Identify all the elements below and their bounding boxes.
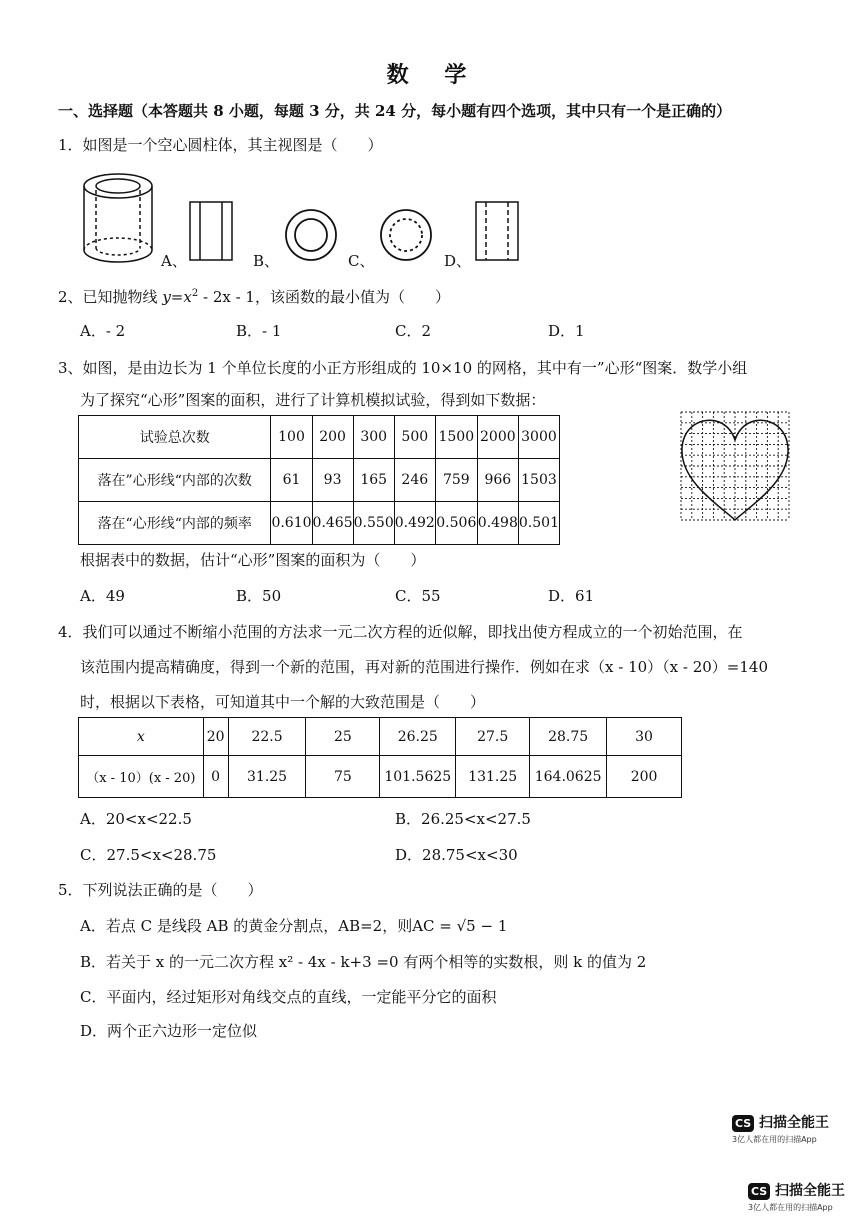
- q3-after-text: 根据表中的数据，估计“心形”图案的面积为（ ）: [80, 551, 426, 569]
- table-cell: 75: [306, 756, 380, 798]
- table-row: [79, 416, 560, 459]
- q1-stem: 1．如图是一个空心圆柱体，其主视图是（ ）: [58, 136, 383, 154]
- q2-stem-pre: 2、已知抛物线: [58, 288, 163, 306]
- section-heading: 一、选择题（本答题共 8 小题，每题 3 分，共 24 分，每小题有四个选项，其中只有一个是正确的）: [58, 102, 732, 120]
- table-cell: 27.5: [456, 718, 530, 756]
- table-cell: 966: [477, 459, 518, 502]
- table-cell: 30: [607, 718, 682, 756]
- q2-option-c: C．2: [395, 322, 432, 340]
- watermark-tagline: 3亿人都在用的扫描App: [748, 1203, 833, 1212]
- table-cell: 25: [306, 718, 380, 756]
- table-cell: 0: [203, 756, 228, 798]
- table-cell: 3000: [518, 416, 559, 459]
- table-cell: 0.492: [394, 502, 435, 545]
- table-cell: 131.25: [456, 756, 530, 798]
- table-cell: 100: [271, 416, 312, 459]
- q1-option-b-figure: [283, 207, 339, 263]
- table-cell: 31.25: [228, 756, 306, 798]
- table-cell: 0.506: [435, 502, 477, 545]
- q3-line1: 3、如图，是由边长为 1 个单位长度的小正方形组成的 10×10 的网格，其中有一”心形“图案．数学小组: [58, 359, 748, 377]
- q4-option-b: B．26.25<x<27.5: [395, 810, 531, 828]
- table-cell: 93: [312, 459, 353, 502]
- q5-option-b: B．若关于 x 的一元二次方程 x² - 4x - k+3 =0 有两个相等的实数根，则 k 的值为 2: [80, 953, 647, 971]
- q1-option-c-label: C、: [348, 252, 375, 270]
- table-cell: 0.498: [477, 502, 518, 545]
- q5-option-d: D．两个正六边形一定位似: [80, 1022, 258, 1040]
- q4-option-c: C．27.5<x<28.75: [80, 846, 217, 864]
- table-cell: x: [79, 718, 204, 756]
- q3-data-table: [78, 415, 560, 545]
- q3-option-a: A．49: [80, 587, 125, 605]
- q1-option-a-figure: [188, 200, 234, 262]
- heart-grid-figure: [677, 408, 793, 526]
- table-cell: 20: [203, 718, 228, 756]
- table-cell: 落在“心形线“内部的频率: [79, 502, 271, 545]
- q1-option-b-label: B、: [253, 252, 280, 270]
- table-cell: 200: [312, 416, 353, 459]
- table-cell: 500: [394, 416, 435, 459]
- scanner-watermark-2: [748, 1180, 845, 1213]
- q2-stem: [58, 286, 450, 307]
- q2-option-d: D．1: [548, 322, 585, 340]
- q3-option-d: D．61: [548, 587, 595, 605]
- table-cell: 试验总次数: [79, 416, 271, 459]
- q5-option-a: A．若点 C 是线段 AB 的黄金分割点，AB=2，则AC = √5 − 1: [80, 917, 508, 935]
- q5-stem: 5．下列说法正确的是（ ）: [58, 881, 263, 899]
- q2-func-eq: =: [170, 288, 184, 306]
- watermark-brand: 扫描全能王: [758, 1115, 829, 1131]
- table-cell: 61: [271, 459, 312, 502]
- q4-line3: 时，根据以下表格，可知道其中一个解的大致范围是（ ）: [80, 693, 486, 711]
- q4-line2: 该范围内提高精确度，得到一个新的范围，再对新的范围进行操作．例如在求（x - 10）（x - 20）=140: [80, 658, 769, 676]
- table-cell: 0.501: [518, 502, 559, 545]
- watermark-brand: 扫描全能王: [774, 1183, 845, 1199]
- q4-option-a: A．20<x<22.5: [80, 810, 192, 828]
- q4-line1: 4．我们可以通过不断缩小范围的方法求一元二次方程的近似解，即找出使方程成立的一个初始范围，在: [58, 623, 743, 641]
- table-cell: 759: [435, 459, 477, 502]
- table-row: [79, 756, 682, 798]
- table-cell: 1503: [518, 459, 559, 502]
- q2-option-a: A．- 2: [80, 322, 126, 340]
- table-row: [79, 459, 560, 502]
- table-cell: 22.5: [228, 718, 306, 756]
- q1-option-d-figure: [474, 200, 520, 262]
- q3-option-c: C．55: [395, 587, 441, 605]
- table-row: [79, 502, 560, 545]
- table-cell: （x - 10）(x - 20): [79, 756, 204, 798]
- q2-func-y: y: [162, 288, 171, 306]
- table-cell: 1500: [435, 416, 477, 459]
- table-cell: 165: [353, 459, 394, 502]
- cs-logo-icon: CS: [732, 1115, 754, 1132]
- table-cell: 26.25: [380, 718, 456, 756]
- table-cell: 101.5625: [380, 756, 456, 798]
- table-cell: 落在”心形线“内部的次数: [79, 459, 271, 502]
- q4-option-d: D．28.75<x<30: [395, 846, 518, 864]
- q1-option-c-figure: [378, 207, 434, 263]
- table-cell: 164.0625: [530, 756, 607, 798]
- hollow-cylinder-figure: [75, 168, 170, 268]
- q2-func-x: x: [183, 288, 192, 306]
- table-cell: 246: [394, 459, 435, 502]
- table-cell: 0.465: [312, 502, 353, 545]
- table-cell: 28.75: [530, 718, 607, 756]
- watermark-tagline: 3亿人都在用的扫描App: [732, 1135, 817, 1144]
- q2-func-sup: 2: [191, 288, 199, 299]
- q4-data-table: [78, 717, 682, 798]
- table-cell: 0.610: [271, 502, 312, 545]
- scanner-watermark-1: [732, 1112, 829, 1145]
- q3-line2: 为了探究“心形”图案的面积，进行了计算机模拟试验，得到如下数据：: [80, 391, 546, 409]
- table-cell: 200: [607, 756, 682, 798]
- table-row: [79, 718, 682, 756]
- table-cell: 0.550: [353, 502, 394, 545]
- table-cell: 2000: [477, 416, 518, 459]
- q3-option-b: B．50: [236, 587, 282, 605]
- q1-option-a-label: A、: [161, 252, 187, 270]
- q2-func-rest: - 2x - 1，该函数的最小值为（ ）: [198, 288, 450, 306]
- table-cell: 300: [353, 416, 394, 459]
- q2-option-b: B．- 1: [236, 322, 282, 340]
- q5-option-c: C．平面内，经过矩形对角线交点的直线，一定能平分它的面积: [80, 988, 497, 1006]
- cs-logo-icon: CS: [748, 1183, 770, 1200]
- page-title: 数 学: [386, 62, 481, 88]
- q1-option-d-label: D、: [444, 252, 472, 270]
